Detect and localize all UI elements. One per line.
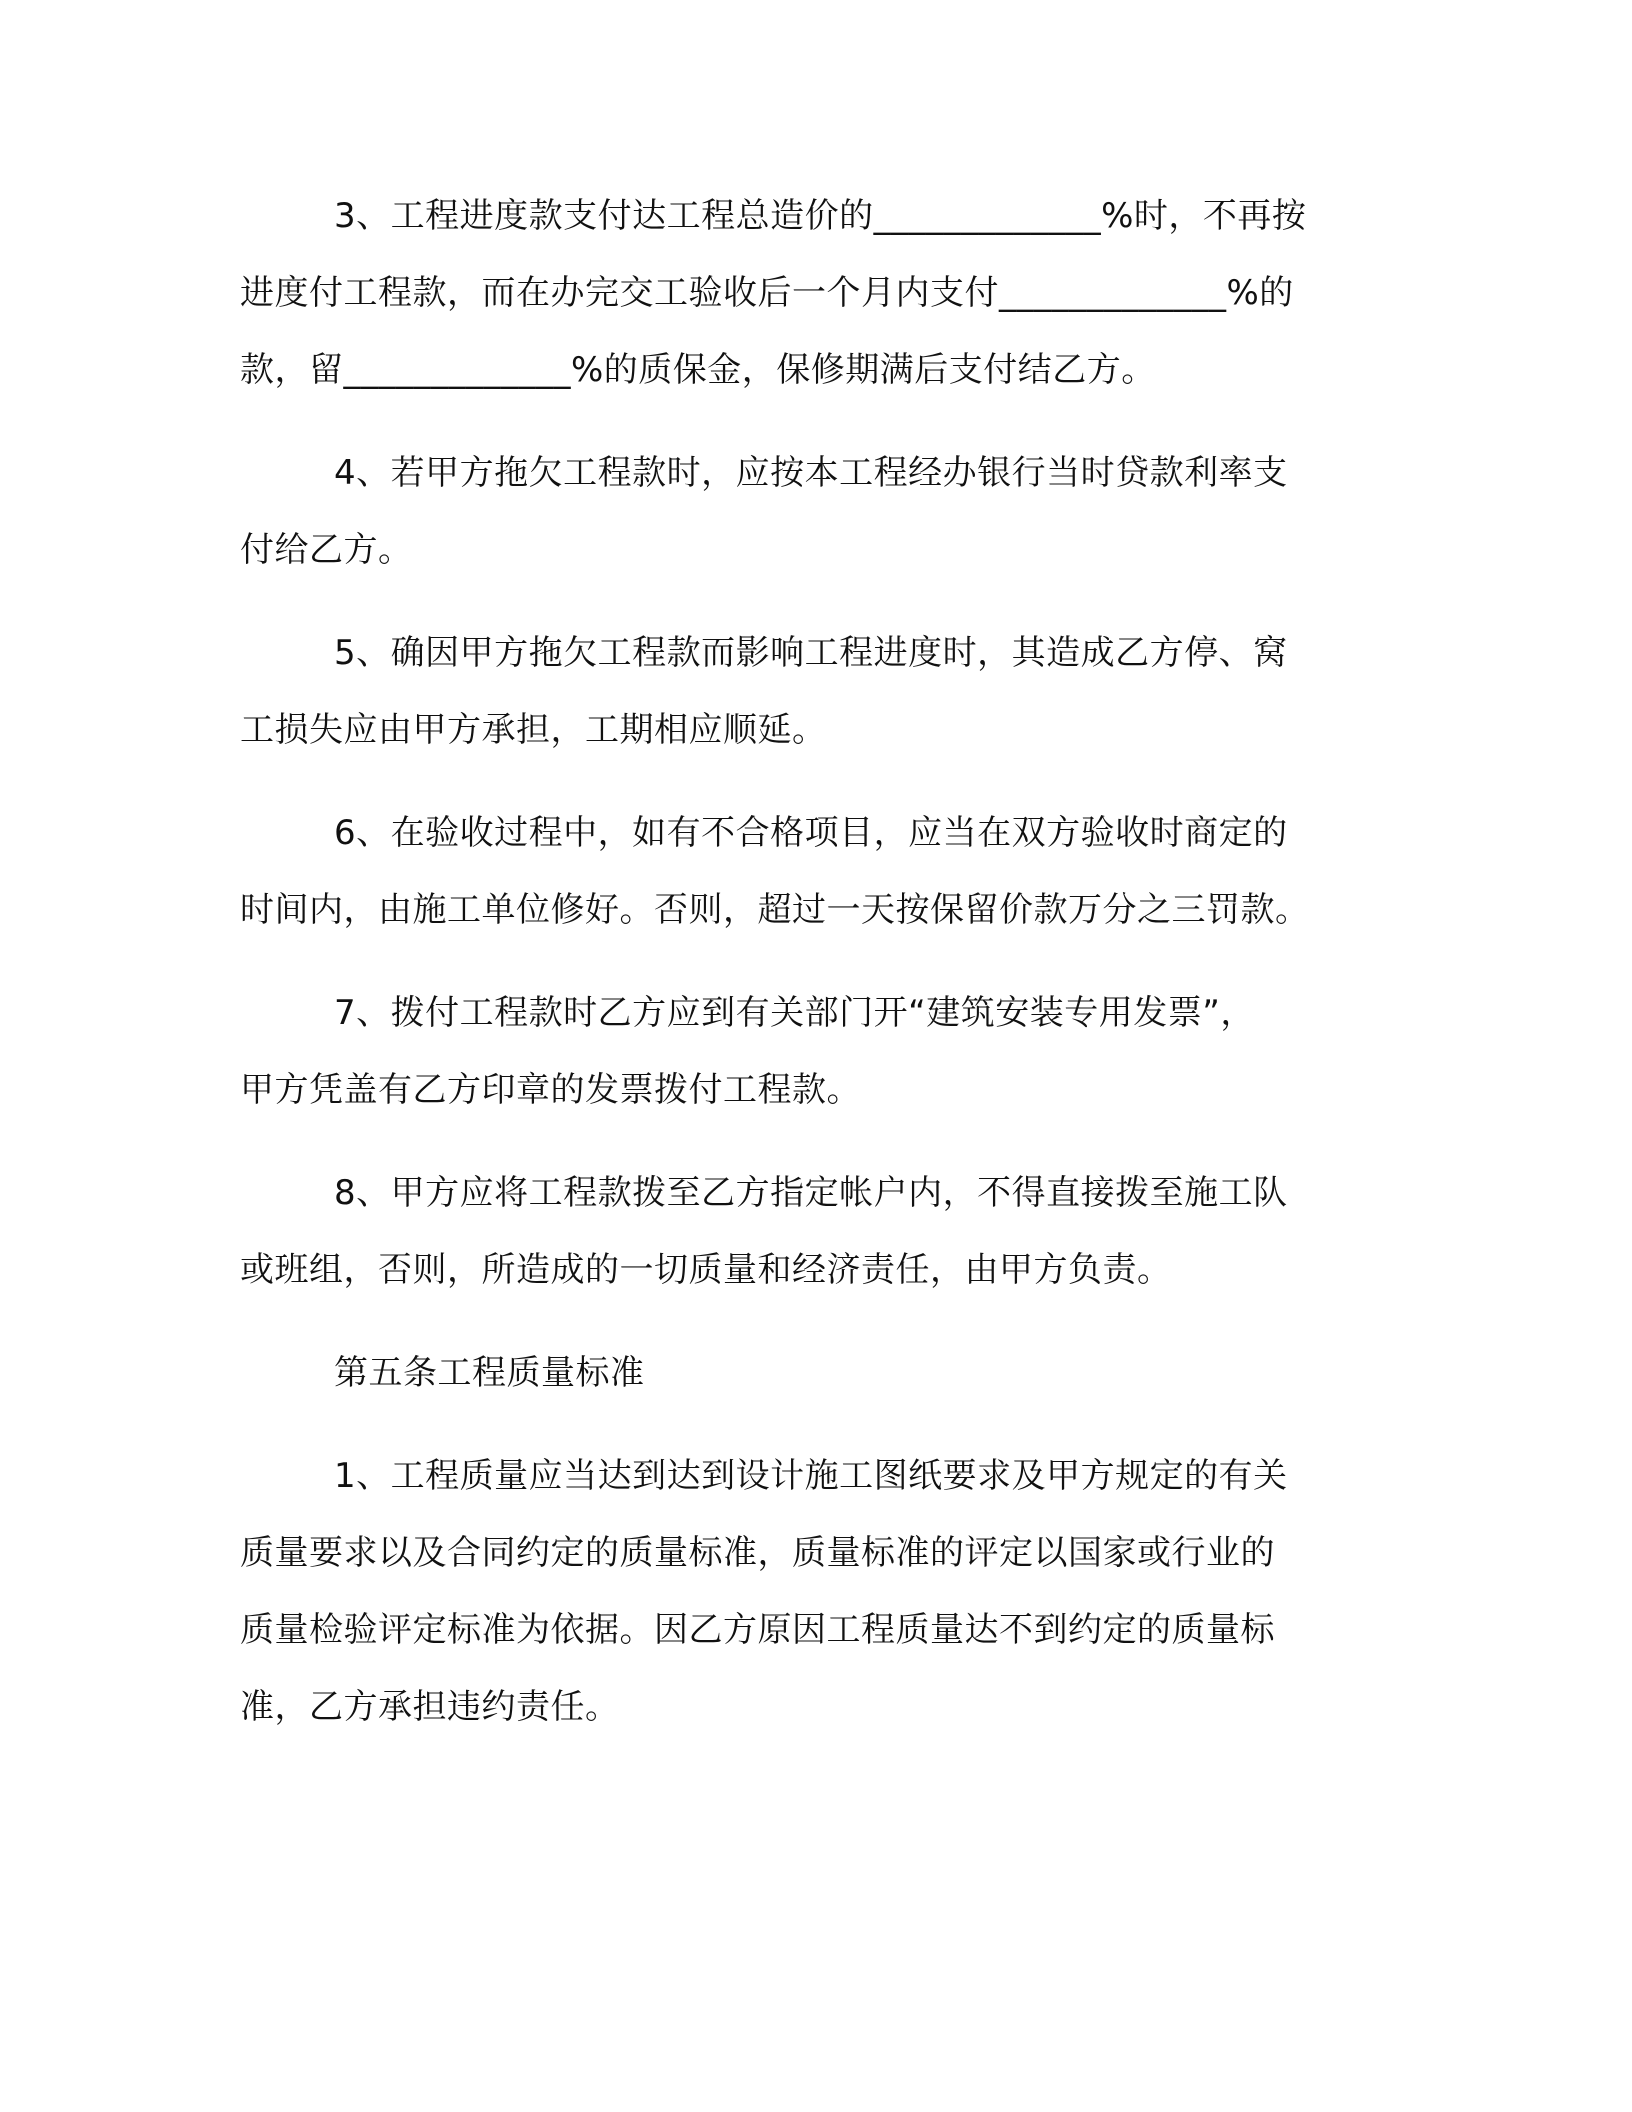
paragraph-3-line-3: 款，留_____________%的质保金，保修期满后支付结乙方。 [240, 350, 1156, 390]
quality-clause-line-2: 质量要求以及合同约定的质量标准，质量标准的评定以国家或行业的 [240, 1533, 1275, 1573]
paragraph-3-line-2: 进度付工程款，而在办完交工验收后一个月内支付_____________%的 [240, 273, 1294, 313]
quality-clause-line-1: 1、工程质量应当达到达到设计施工图纸要求及甲方规定的有关 [334, 1456, 1288, 1496]
paragraph-7-line-2: 甲方凭盖有乙方印章的发票拨付工程款。 [240, 1070, 861, 1110]
quality-clause-line-3: 质量检验评定标准为依据。因乙方原因工程质量达不到约定的质量标 [240, 1610, 1275, 1650]
section-heading: 第五条工程质量标准 [334, 1353, 645, 1393]
paragraph-6-line-1: 6、在验收过程中，如有不合格项目，应当在双方验收时商定的 [334, 813, 1288, 853]
paragraph-5-line-1: 5、确因甲方拖欠工程款而影响工程进度时，其造成乙方停、窝 [334, 633, 1288, 673]
paragraph-4-line-2: 付给乙方。 [240, 530, 413, 570]
quality-clause-line-4: 准，乙方承担违约责任。 [240, 1687, 620, 1727]
paragraph-6-line-2: 时间内，由施工单位修好。否则，超过一天按保留价款万分之三罚款。 [240, 890, 1310, 930]
paragraph-8-line-1: 8、甲方应将工程款拨至乙方指定帐户内，不得直接拨至施工队 [334, 1173, 1288, 1213]
paragraph-8-line-2: 或班组，否则，所造成的一切质量和经济责任，由甲方负责。 [240, 1250, 1172, 1290]
paragraph-5-line-2: 工损失应由甲方承担，工期相应顺延。 [240, 710, 827, 750]
paragraph-7-line-1: 7、拨付工程款时乙方应到有关部门开“建筑安装专用发票”， [334, 993, 1255, 1033]
paragraph-3-line-1: 3、工程进度款支付达工程总造价的_____________%时，不再按 [334, 196, 1307, 236]
paragraph-4-line-1: 4、若甲方拖欠工程款时，应按本工程经办银行当时贷款利率支 [334, 453, 1288, 493]
